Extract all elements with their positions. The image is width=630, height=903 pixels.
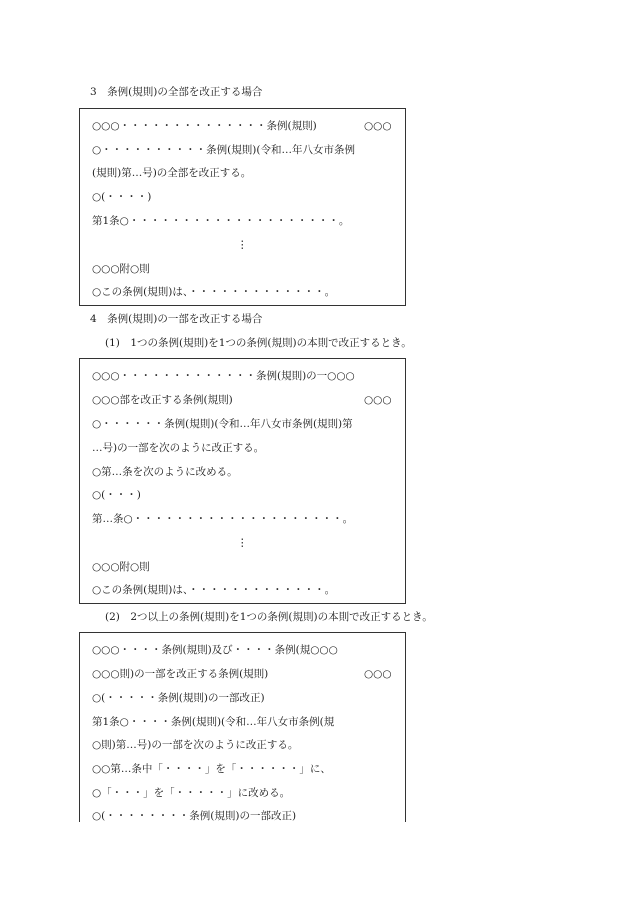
box-line: ○・・・・・・・・・・条例(規則)(令和…年八女市条例 <box>92 144 355 156</box>
box-line: ○(・・・・・条例(規則)の一部改正) <box>92 692 265 704</box>
box-line-right: ○○○ <box>364 668 392 680</box>
box-line: ○(・・・・) <box>92 191 152 203</box>
section-4-1-heading: (1) 1つの条例(規則)を1つの条例(規則)の本則で改正するとき。 <box>105 337 412 349</box>
box-line: ○この条例(規則)は、・・・・・・・・・・・・・。 <box>92 286 336 298</box>
box-line: ○この条例(規則)は、・・・・・・・・・・・・・。 <box>92 584 336 596</box>
box-line: ○○○附○則 <box>92 263 150 275</box>
box-line: (規則)第…号)の全部を改正する。 <box>92 167 252 179</box>
section-4-heading: 4 条例(規則)の一部を改正する場合 <box>90 313 263 325</box>
section-4-2-example-box <box>79 632 406 822</box>
box-line: ○(・・・・・・・・条例(規則)の一部改正) <box>92 810 297 822</box>
box-line: ○○第…条中「・・・・」を「・・・・・・」に、 <box>92 763 331 775</box>
box-line: ○○○・・・・・・・・・・・・・条例(規則)の一○○○ <box>92 370 355 382</box>
box-line-right: ○○○ <box>364 394 392 406</box>
box-line: ○○○・・・・・・・・・・・・・・条例(規則) <box>92 120 317 132</box>
box-line: 第1条○・・・・・・・・・・・・・・・・・・・・。 <box>92 215 350 227</box>
section-4-1-example-box <box>79 358 406 604</box>
box-line: ○(・・・) <box>92 489 141 501</box>
box-line: ○則)第…号)の一部を次のように改正する。 <box>92 739 299 751</box>
box-line: ○「・・・」を「・・・・・」に改める。 <box>92 787 291 799</box>
box-line: ○○○則)の一部を改正する条例(規則) <box>92 668 269 680</box>
box-line: ○○○・・・・条例(規則)及び・・・・条例(規○○○ <box>92 644 338 656</box>
box-line: ○・・・・・・条例(規則)(令和…年八女市条例(規則)第 <box>92 418 353 430</box>
vertical-ellipsis: ⋮ <box>237 537 248 549</box>
box-line: …号)の一部を次のように改正する。 <box>92 442 265 454</box>
box-line: 第…条○・・・・・・・・・・・・・・・・・・・・。 <box>92 513 354 525</box>
vertical-ellipsis: ⋮ <box>237 239 248 251</box>
box-line-right: ○○○ <box>364 120 392 132</box>
section-3-heading: 3 条例(規則)の全部を改正する場合 <box>90 86 263 98</box>
section-4-2-heading: (2) 2つ以上の条例(規則)を1つの条例(規則)の本則で改正するとき。 <box>105 611 433 623</box>
box-line: ○○○部を改正する条例(規則) <box>92 394 233 406</box>
box-line: ○○○附○則 <box>92 561 150 573</box>
section-3-example-box <box>79 108 406 306</box>
box-line: ○第…条を次のように改める。 <box>92 466 238 478</box>
box-line: 第1条○・・・・条例(規則)(令和…年八女市条例(規 <box>92 716 335 728</box>
